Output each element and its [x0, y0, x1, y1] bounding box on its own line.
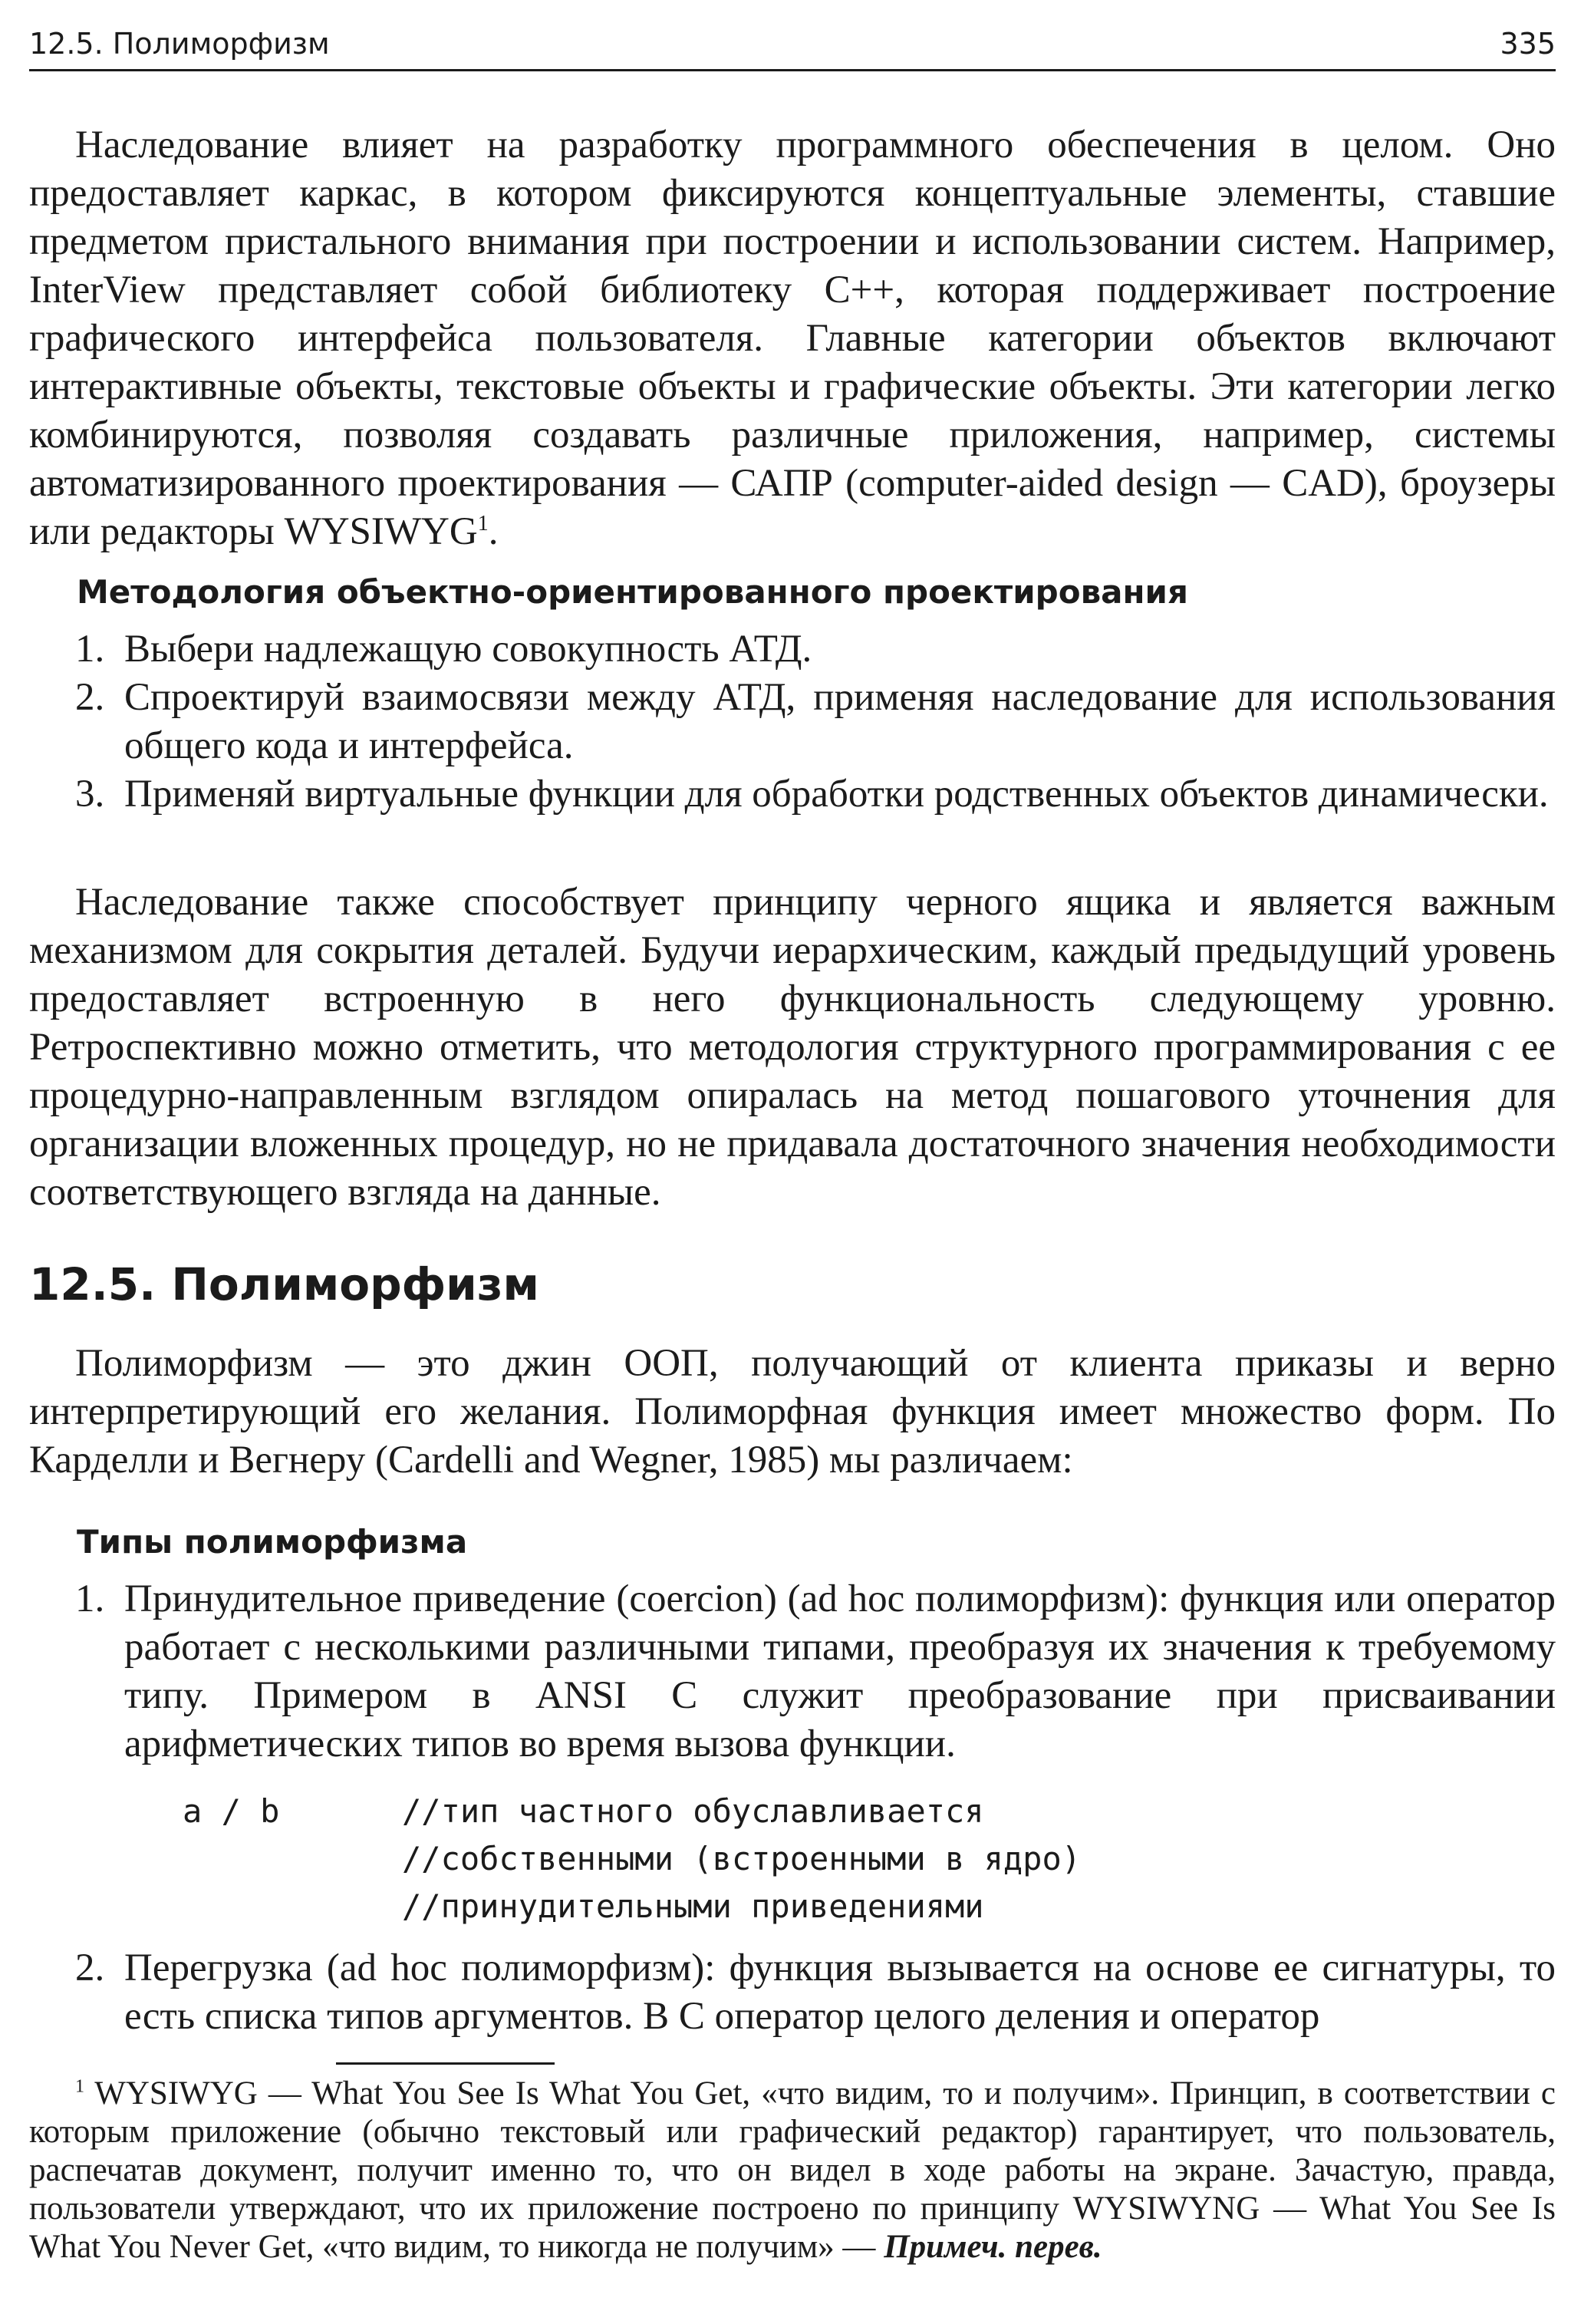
footnote	[29, 2075, 1556, 2266]
paragraph-polymorphism: Полиморфизм — это джин ООП, получающий от клиента приказы и верно интерпретирующий его желания. Полиморфная функция имеет множество форм. По Карделли и Вегнеру (Cardelli and Wegner, 1985) мы различаем:	[29, 1342, 1556, 1482]
paragraph-inheritance-end: .	[488, 510, 499, 553]
code-example	[183, 1788, 1081, 1930]
item-text: Применяй виртуальные функции для обработки родственных объектов динамически.	[124, 773, 1549, 816]
paragraph-inheritance-text: Наследование влияет на разработку программного обеспечения в целом. Оно предоставляет каркас, в котором фиксируются концептуальные элементы, ставшие предметом пристального внимания при построении и использовании систем. Например, InterView представляет собой библиотеку C++, которая поддерживает построение графического интерфейса пользователя. Главные категории объектов включают интерактивные объекты, текстовые объекты и графические объекты. Эти категории легко комбинируются, позволяя создавать различные приложения, например, системы автоматизированного проектирования — САПР (computer-aided design — CAD), броузеры или редакторы WYSIWYG	[29, 124, 1556, 553]
paragraph-inheritance	[29, 121, 1556, 556]
item-text: Выбери надлежащую совокупность АТД.	[124, 628, 812, 671]
types-item-1	[29, 1575, 1556, 1769]
running-head	[29, 18, 1556, 71]
item-number: 3.	[75, 773, 105, 816]
item-text: Перегрузка (ad hoc полиморфизм): функция вызывается на основе ее сигнатуры, то есть списка типов аргументов. В C оператор целого деления и оператор	[124, 1947, 1556, 2038]
types-item-2	[29, 1944, 1556, 2041]
page-number: 335	[1500, 27, 1556, 61]
item-number: 2.	[75, 676, 105, 719]
paragraph-black-box: Наследование также способствует принципу черного ящика и является важным механизмом для сокрытия деталей. Будучи иерархическим, каждый предыдущий уровень предоставляет встроенную в него функциональность следующему уровню. Ретроспективно можно отметить, что методология структурного программирования с ее процедурно-направленным взглядом опиралась на метод пошагового уточнения для организации вложенных процедур, но не придавала достаточного значения необходимости соответствующего взгляда на данные.	[29, 881, 1556, 1214]
section-heading: 12.5. Полиморфизм	[29, 1258, 539, 1310]
translator-note: Примеч. перев.	[884, 2229, 1102, 2265]
code-comment-1: //тип частного обуславливается	[402, 1792, 984, 1830]
footnote-marker: 1	[75, 2076, 84, 2097]
methodology-list	[29, 625, 1556, 819]
methodology-item-1	[29, 625, 1556, 674]
types-heading: Типы полиморфизма	[77, 1523, 468, 1561]
item-number: 1.	[75, 1577, 105, 1620]
footnote-divider	[336, 2062, 555, 2065]
footnote-ref: 1	[477, 512, 489, 536]
footnote-text: WYSIWYG — What You See Is What You Get, «что видим, то и получим». Принцип, в соответствии с которым приложение (обычно текстовый или графический редактор) гарантирует, что пользователь, распечатав документ, получит именно то, что он видел в ходе работы на экране. Зачастую, правда, пользователи утверждают, что их приложение построено по принципу WYSIWYNG — What You See Is What You Never Get, «что видим, то никогда не получим» —	[29, 2075, 1556, 2265]
types-list-part1	[29, 1575, 1556, 1769]
code-comment-3: //принудительными приведениями	[402, 1887, 984, 1925]
running-head-title: 12.5. Полиморфизм	[29, 27, 330, 61]
types-list-part2	[29, 1944, 1556, 2041]
item-text: Спроектируй взаимосвязи между АТД, применяя наследование для использования общего кода и интерфейса.	[124, 676, 1556, 767]
methodology-heading: Методология объектно-ориентированного проектирования	[77, 573, 1188, 611]
methodology-item-3	[29, 770, 1556, 819]
item-number: 1.	[75, 628, 105, 671]
methodology-item-2	[29, 674, 1556, 770]
code-expression: a / b	[183, 1792, 280, 1830]
code-comment-2: //собственными (встроенными в ядро)	[402, 1840, 1082, 1877]
item-text: Принудительное приведение (coercion) (ad hoc полиморфизм): функция или оператор работает с несколькими различными типами, преобразуя их значения к требуемому типу. Примером в ANSI C служит преобразование при присваивании арифметических типов во время вызова функции.	[124, 1577, 1556, 1765]
item-number: 2.	[75, 1947, 105, 1989]
